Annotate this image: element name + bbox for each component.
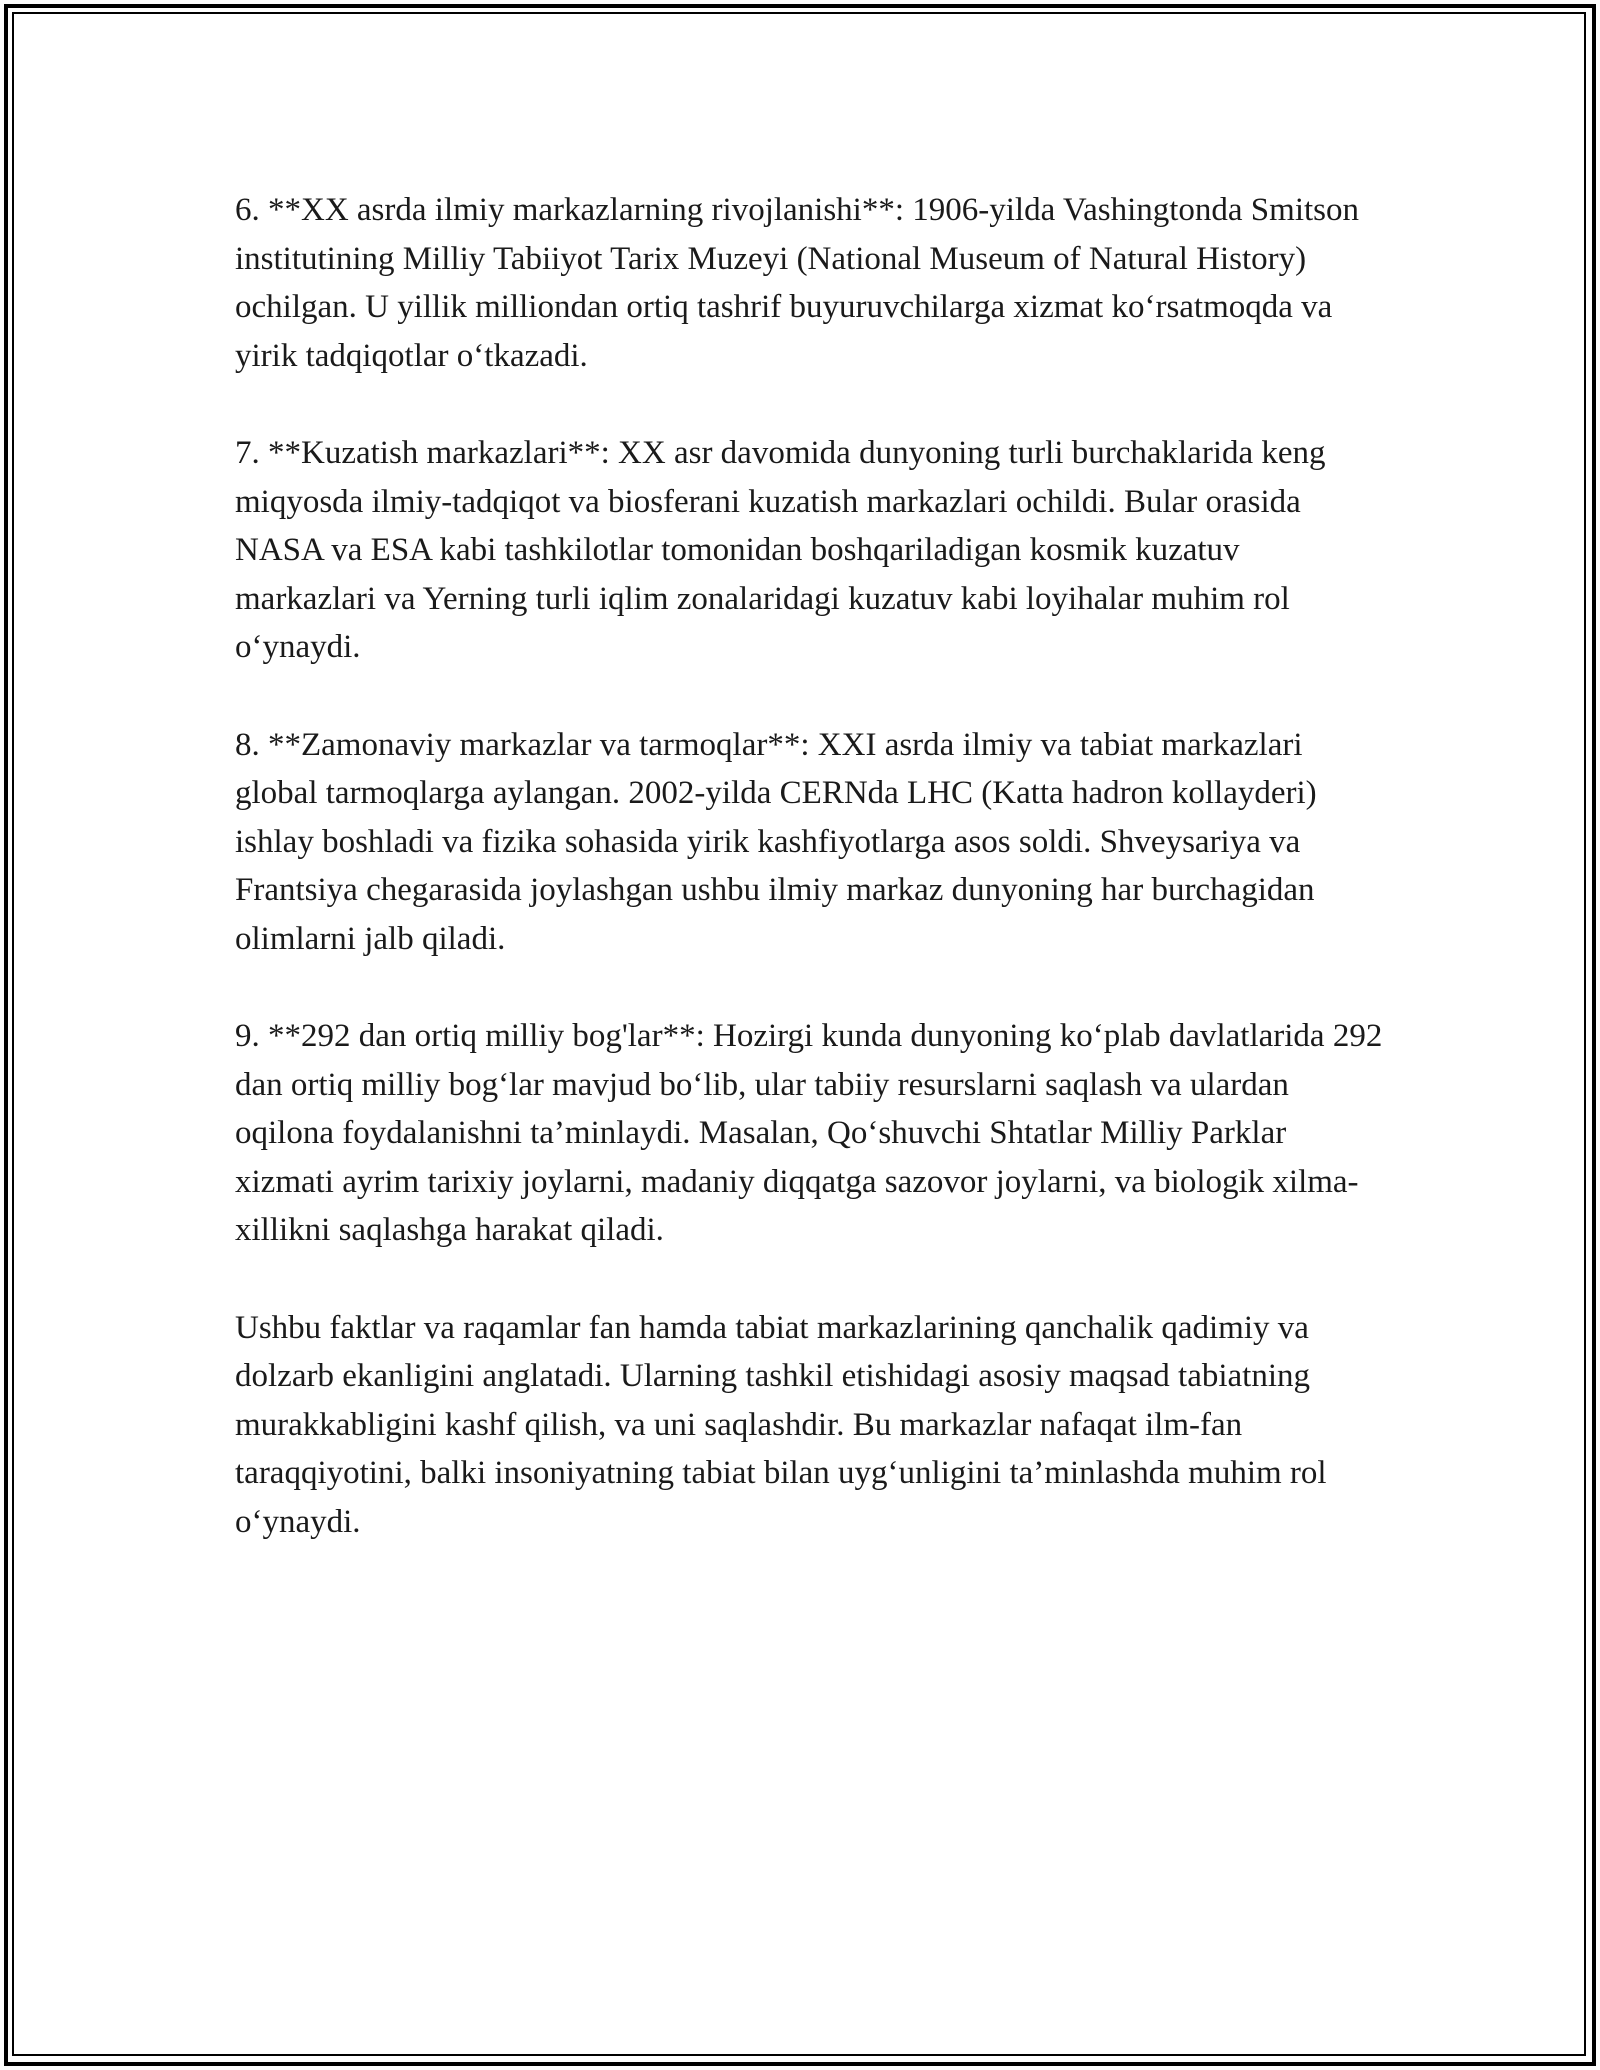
paragraph-item-6: 6. **XX asrda ilmiy markazlarning rivojlanishi**: 1906-yilda Vashingtonda Smitson institutining Milliy Tabiiyot Tarix Muzeyi (National Museum of Natural History) ochilgan. U yillik milliondan ortiq tashrif buyuruvchilarga xizmat ko‘rsatmoqda va yirik tadqiqotlar o‘tkazadi. <box>235 192 1359 374</box>
paragraph-item-8: 8. **Zamonaviy markazlar va tarmoqlar**: XXI asrda ilmiy va tabiat markazlari global tarmoqlarga aylangan. 2002-yilda CERNda LHC (Katta hadron kollayderi) ishlay boshladi va fizika sohasida yirik kashfiyotlarga asos soldi. Shveysariya va Frantsiya chegarasida joylashgan ushbu ilmiy markaz dunyoning har burchagidan olimlarni jalb qiladi. <box>235 726 1317 957</box>
document-body <box>235 186 1385 1595</box>
paragraph-conclusion: Ushbu faktlar va raqamlar fan hamda tabiat markazlarining qanchalik qadimiy va dolzarb ekanligini anglatadi. Ularning tashkil etishidagi asosiy maqsad tabiatning murakkabligini kashf qilish, va uni saqlashdir. Bu markazlar nafaqat ilm-fan taraqqiyotini, balki insoniyatning tabiat bilan uyg‘unligini ta’minlashda muhim rol o‘ynaydi. <box>235 1309 1327 1541</box>
paragraph-item-9: 9. **292 dan ortiq milliy bog'lar**: Hozirgi kunda dunyoning ko‘plab davlatlarida 292 dan ortiq milliy bog‘lar mavjud bo‘lib, ular tabiiy resurslarni saqlash va ulardan oqilona foydalanishni ta’minlaydi. Masalan, Qo‘shuvchi Shtatlar Milliy Parklar xizmati ayrim tarixiy joylarni, madaniy diqqatga sazovor joylarni, va biologik xilma-xillikni saqlashga harakat qiladi. <box>235 1018 1383 1249</box>
paragraph-item-7: 7. **Kuzatish markazlari**: XX asr davomida dunyoning turli burchaklarida keng miqyosda ilmiy-tadqiqot va biosferani kuzatish markazlari ochildi. Bular orasida NASA va ESA kabi tashkilotlar tomonidan boshqariladigan kosmik kuzatuv markazlari va Yerning turli iqlim zonalaridagi kuzatuv kabi loyihalar muhim rol o‘ynaydi. <box>235 434 1326 666</box>
